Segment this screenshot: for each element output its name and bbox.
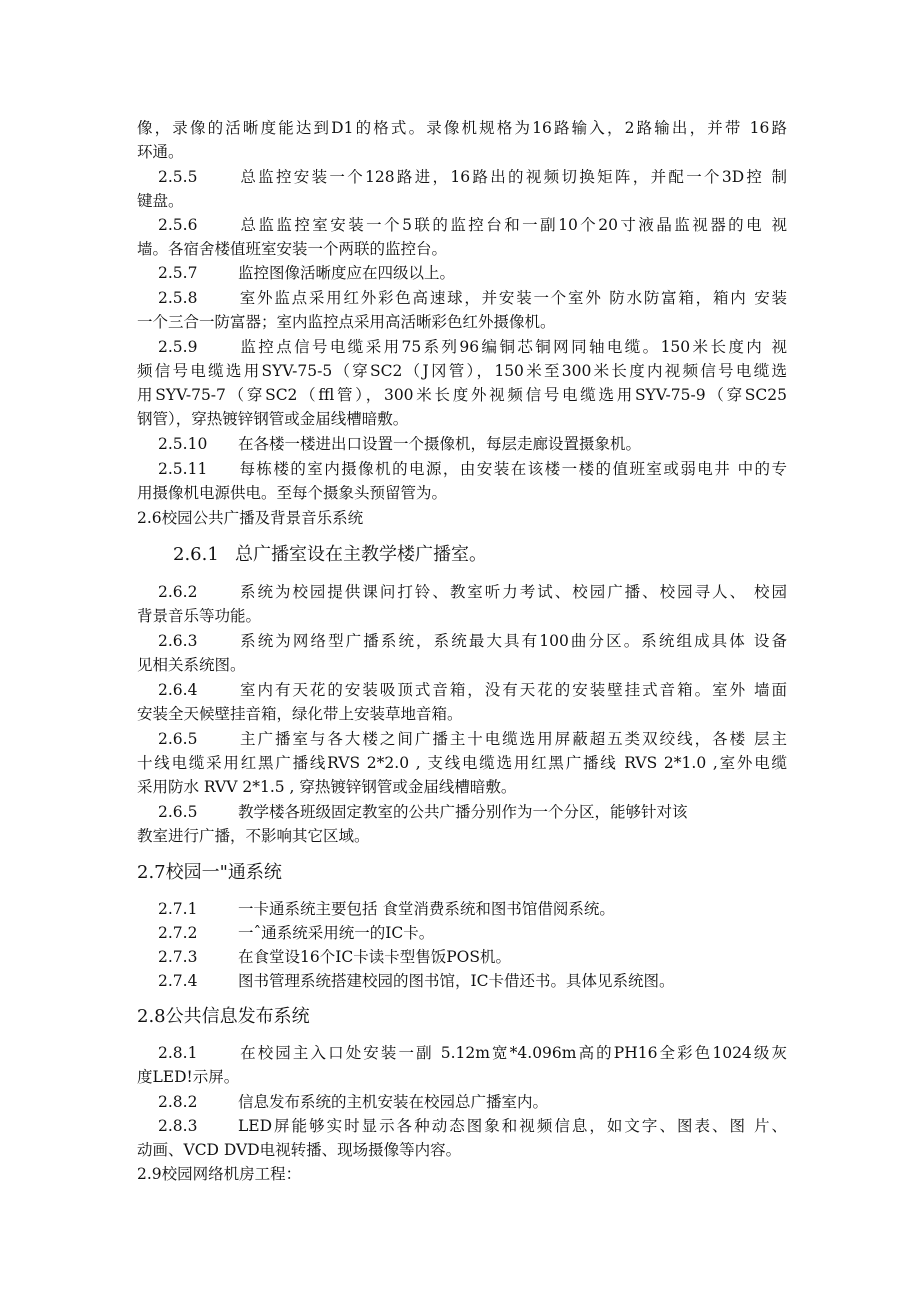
text-line: 每栋楼的室内摄像机的电源，由安装在该楼一楼的值班室或弱电井 中的专 — [238, 460, 787, 478]
paragraph-2-5-8 — [158, 287, 787, 309]
paragraph-2-8-3 — [158, 1115, 787, 1137]
text-line: 像，录像的活晰度能达到D1的格式。录像机规格为16路输入，2路输出，并带 16路 — [137, 119, 787, 137]
section-heading-2-6: 2.6校园公共广播及背景音乐系统 — [137, 509, 364, 527]
paragraph-2-7-4 — [158, 970, 787, 992]
text-line: 监控图像活晰度应在四级以上。 — [238, 264, 456, 282]
text-line: 见相关系统图。 — [137, 656, 246, 674]
section-number: 2.6.3 — [158, 632, 198, 650]
text-line: 教学楼各班级固定教室的公共广播分别作为一个分区，能够针对该 — [238, 803, 688, 821]
text-line: 墙。各宿舍楼值班室安装一个两联的监控台。 — [137, 240, 448, 258]
text-line: 频信号电缆选用SYV-75-5（穿SC2（J冈管），150米至300米长度内视频信号电缆选 — [137, 362, 787, 380]
section-number: 2.5.5 — [158, 168, 198, 186]
text-line: 监控点信号电缆采用75系列96编铜芯铜网同轴电缆。150米长度内 视 — [238, 338, 787, 356]
paragraph-2-5-9 — [158, 336, 787, 358]
paragraph-2-8-1 — [158, 1042, 787, 1064]
text-line: 一ˆ通系统采用统一的IC卡。 — [238, 924, 435, 942]
section-number: 2.5.6 — [158, 216, 198, 234]
text-line: 钢管），穿热镀锌钢管或金届线槽暗敷。 — [137, 410, 409, 428]
section-number: 2.6.5 — [158, 803, 198, 821]
paragraph-2-5-5 — [158, 166, 787, 188]
text-line: 系统为校园提供课问打铃、教室听力考试、校园广播、校园寻人、 校园 — [238, 583, 787, 601]
text-line: LED屏能够实时显示各种动态图象和视频信息，如文字、图表、图 片、 — [238, 1117, 787, 1135]
section-number: 2.7.2 — [158, 924, 198, 942]
paragraph-2-6-5-second — [158, 801, 787, 823]
paragraph-2-6-4 — [158, 679, 787, 701]
text-line: 教室进行广播，不影响其它区域。 — [137, 827, 370, 845]
paragraph-2-6-5 — [158, 728, 787, 750]
text-line: 一个三合一防富器；室内监控点采用高活晰彩色红外摄像机。 — [137, 313, 556, 331]
text-line: 安装全天候壁挂音箱，绿化带上安装草地音箱。 — [137, 705, 463, 723]
paragraph-2-7-1 — [158, 898, 787, 920]
text-line: 动画、VCD DVD电视转播、现场摄像等内容。 — [137, 1141, 462, 1159]
text-line: 采用防水 RVV 2*1.5 , 穿热镀锌钢管或金届线槽暗敷。 — [137, 778, 517, 796]
text-line: 在校园主入口处安装一副 5.12m宽*4.096m高的PH16全彩色1024级灰 — [238, 1044, 787, 1062]
paragraph-2-5-7 — [158, 262, 787, 284]
text-line: 十线电缆采用红黑广播线RVS 2*2.0 , 支线电缆选用红黑广播线 RVS 2*1.0 ,室外电缆 — [137, 754, 787, 772]
text-line: 用SYV-75-7（穿SC2（ffl管），300米长度外视频信号电缆选用SYV-75-9（穿SC25 — [137, 386, 787, 404]
paragraph-2-5-10 — [158, 433, 787, 455]
section-heading-2-9: 2.9校园网络机房工程： — [137, 1165, 302, 1183]
paragraph-2-8-2 — [158, 1091, 787, 1113]
text-line: 总广播室设在主教学楼广播室。 — [235, 544, 487, 565]
section-number: 2.7.1 — [158, 900, 198, 918]
text-line: 用摄像机电源供电。至每个摄象头预留管为。 — [137, 484, 448, 502]
text-line: 总监控安装一个128路进，16路出的视频切换矩阵，并配一个3D控 制 — [238, 168, 787, 186]
text-line: 系统为网络型广播系统，系统最大具有100曲分区。系统组成具体 设备 — [238, 632, 787, 650]
section-number: 2.7.4 — [158, 972, 198, 990]
section-number: 2.8.1 — [158, 1044, 198, 1062]
text-line: 图书管理系统搭建校园的图书馆，IC卡借还书。具体见系统图。 — [238, 972, 675, 990]
section-number: 2.5.7 — [158, 264, 198, 282]
section-number: 2.7.3 — [158, 948, 198, 966]
paragraph-2-5-6 — [158, 214, 787, 236]
text-line: 信息发布系统的主机安装在校园总广播室内。 — [238, 1093, 549, 1111]
text-line: 环通。 — [137, 143, 184, 161]
paragraph-2-6-3 — [158, 630, 787, 652]
text-line: 键盘。 — [137, 192, 184, 210]
section-number: 2.6.5 — [158, 730, 198, 748]
text-line: 室内有天花的安装吸顶式音箱，没有天花的安装壁挂式音箱。室外 墙面 — [238, 681, 787, 699]
section-number: 2.6.1 — [173, 544, 219, 565]
section-number: 2.6.2 — [158, 583, 198, 601]
text-line: 度LED!示屏。 — [137, 1068, 240, 1086]
section-number: 2.5.8 — [158, 289, 198, 307]
section-number: 2.5.11 — [158, 460, 208, 478]
section-number: 2.8.3 — [158, 1117, 198, 1135]
text-line: 在食堂设16个IC卡读卡型售饭POS机。 — [238, 948, 511, 966]
text-line: 总监监控室安装一个5联的监控台和一副10个20寸液晶监视器的电 视 — [238, 216, 787, 234]
paragraph-2-6-1 — [173, 543, 787, 567]
section-number: 2.8.2 — [158, 1093, 198, 1111]
text-line: 室外监点采用红外彩色高速球，并安装一个室外 防水防富箱，箱内 安装 — [238, 289, 787, 307]
paragraph-2-6-2 — [158, 581, 787, 603]
section-number: 2.5.10 — [158, 435, 208, 453]
text-line: 在各楼一楼进出口设置一个摄像机，每层走廊设置摄象机。 — [238, 435, 642, 453]
text-line: 主广播室与各大楼之间广播主十电缆选用屏蔽超五类双绞线，各楼 层主 — [238, 730, 787, 748]
section-heading-2-8: 2.8公共信息发布系统 — [137, 1006, 310, 1027]
text-line: 背景音乐等功能。 — [137, 607, 262, 625]
paragraph-2-5-11 — [158, 458, 787, 480]
paragraph-2-7-2 — [158, 922, 787, 944]
paragraph-2-7-3 — [158, 946, 787, 968]
section-number: 2.6.4 — [158, 681, 198, 699]
section-number: 2.5.9 — [158, 338, 198, 356]
text-line: 一卡通系统主要包括 食堂消费系统和图书馆借阅系统。 — [238, 900, 615, 918]
section-heading-2-7: 2.7校园一"通系统 — [137, 862, 282, 883]
